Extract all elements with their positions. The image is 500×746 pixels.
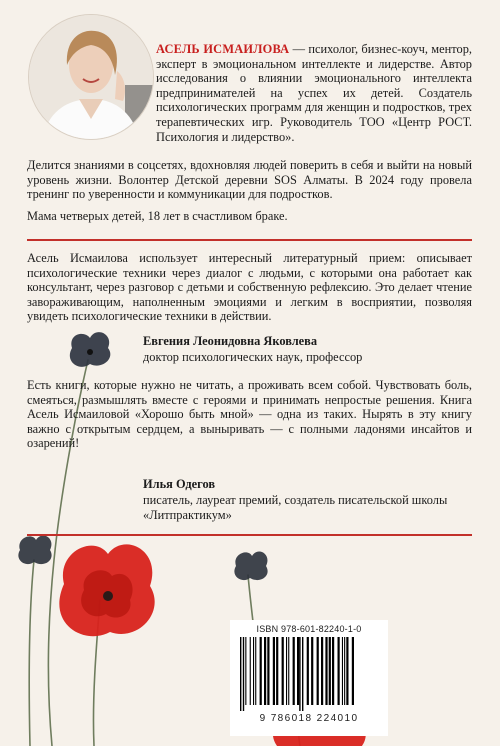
divider-bottom — [27, 534, 472, 536]
isbn-label: ISBN 978-601-82240-1-0 — [256, 624, 362, 634]
dark-poppy-top — [70, 332, 111, 367]
author-bio — [156, 42, 472, 144]
barcode-image — [238, 637, 380, 711]
review-1-text: Асель Исмаилова использует интересный литературный прием: описывает психологические техники через диалог с людьми, с которыми она работает как консультант, через разговор с детьми и собственную рефлексию. Это делает чтение завораживающим, наполненным эмоциями и легким в восприятии, позволяя увидеть психологические техники в действии. — [27, 251, 472, 324]
dark-poppy-left — [18, 535, 51, 564]
author-photo — [28, 14, 154, 140]
red-poppy-large — [59, 544, 154, 636]
dark-poppy-center — [234, 551, 267, 580]
barcode-digits: 9 786018 224010 — [259, 713, 359, 724]
divider-top — [27, 239, 472, 241]
author-bio-paragraph-2: Делится знаниями в соцсетях, вдохновляя людей поверить в себя и выйти на новый уровень жизни. Волонтер Детской деревни SOS Алматы. В 2024 году провела тренинг по уверенности и коммуникации для подростков. — [27, 158, 472, 202]
author-bio-paragraph-3: Мама четверых детей, 18 лет в счастливом браке. — [27, 209, 288, 223]
author-name: АСЕЛЬ ИСМАИЛОВА — [156, 42, 290, 56]
review-2-signer: Илья Одегов — [143, 477, 216, 491]
review-1-signer-role: доктор психологических наук, профессор — [143, 350, 363, 364]
review-2-signer-role: писатель, лауреат премий, создатель писательской школы «Литпрактикум» — [143, 493, 448, 522]
author-bio-text: — психолог, бизнес-коуч, ментор, эксперт в эмоциональном интеллекте и лидерстве. Автор исследования о влиянии эмоционального интеллекта предпринимателей на успех их детей. Создатель психологических программ для женщин и подростков, трех терапевтических игр. Руководитель ТОО «Центр РОСТ. Психология и лидерство». — [156, 42, 473, 144]
review-1-signer: Евгения Леонидовна Яковлева — [143, 334, 318, 348]
review-2-text: Есть книги, которые нужно не читать, а проживать всем собой. Чувствовать боль, смеяться, размышлять вместе с героями и принимать непростые решения. Книга Асель Исмаиловой «Хорошо быть мной» — одна из таких. Нырять в эту книгу важно с открытым сердцем, а выныривать — с полными ладонями инсайтов и озарений! — [27, 378, 472, 451]
author-portrait-image — [29, 15, 153, 139]
